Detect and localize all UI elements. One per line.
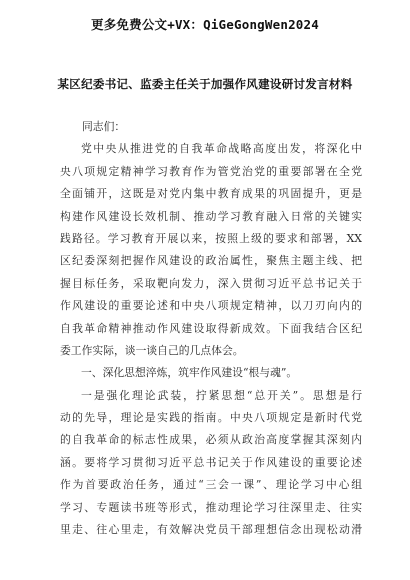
paragraph-line: 握目标任务，采取靶向发力，深入贯彻习近平总书记关于 [60,276,362,290]
paragraph-line: 作风建设的重要论述和中央八项规定精神，以刀刃向内的 [60,299,362,313]
paragraph-line: 央八项规定精神学习教育作为管党治党的重要部署在全党 [60,164,362,178]
section-heading: 一、深化思想淬炼，筑牢作风建设“根与魂”。 [81,366,298,380]
document-body [60,116,362,541]
paragraph-2 [60,385,362,542]
paragraph-line: 委工作实际，谈一谈自己的几点体会。 [60,343,244,357]
paragraph-line: 一是强化理论武装，拧紧思想“总开关”。思想是行 [81,388,362,402]
paragraph-line: 作为首要政治任务，通过“三会一课”、理论学习中心组 [60,478,362,492]
paragraph-line: 自我革命精神推动作风建设取得新成效。下面我结合区纪 [60,321,362,335]
document-title: 某区纪委书记、监委主任关于加强作风建设研讨发言材料 [57,77,353,91]
paragraph-line: 全面铺开，这既是对党内集中教育成果的巩固提升，更是 [60,187,362,201]
paragraph-1 [60,138,362,362]
salutation: 同志们： [82,120,126,133]
paragraph-line: 里走、往心里走，有效解决党员干部理想信念出现松动滑 [60,523,362,537]
paragraph-line: 动的先导，理论是实践的指南。中央八项规定是新时代党 [60,411,362,425]
paragraph-line: 的自我革命的标志性成果，必须从政治高度掌握其深刻内 [60,433,362,447]
header-banner: 更多免费公文+VX：QiGeGongWen2024 [91,17,319,32]
paragraph-line: 涵。要将学习贯彻习近平总书记关于作风建设的重要论述 [60,455,362,469]
paragraph-line: 党中央从推进党的自我革命战略高度出发，将深化中 [81,142,362,156]
paragraph-line: 学习、专题读书班等形式，推动理论学习往深里走、往实 [60,500,362,514]
paragraph-line: 构建作风建设长效机制、推动学习教育融入日常的关键实 [60,209,362,223]
paragraph-line: 区纪委深刻把握作风建设的政治属性，聚焦主题主线、把 [60,254,362,268]
paragraph-line: 践路径。学习教育开展以来，按照上级的要求和部署，XX [60,231,362,245]
